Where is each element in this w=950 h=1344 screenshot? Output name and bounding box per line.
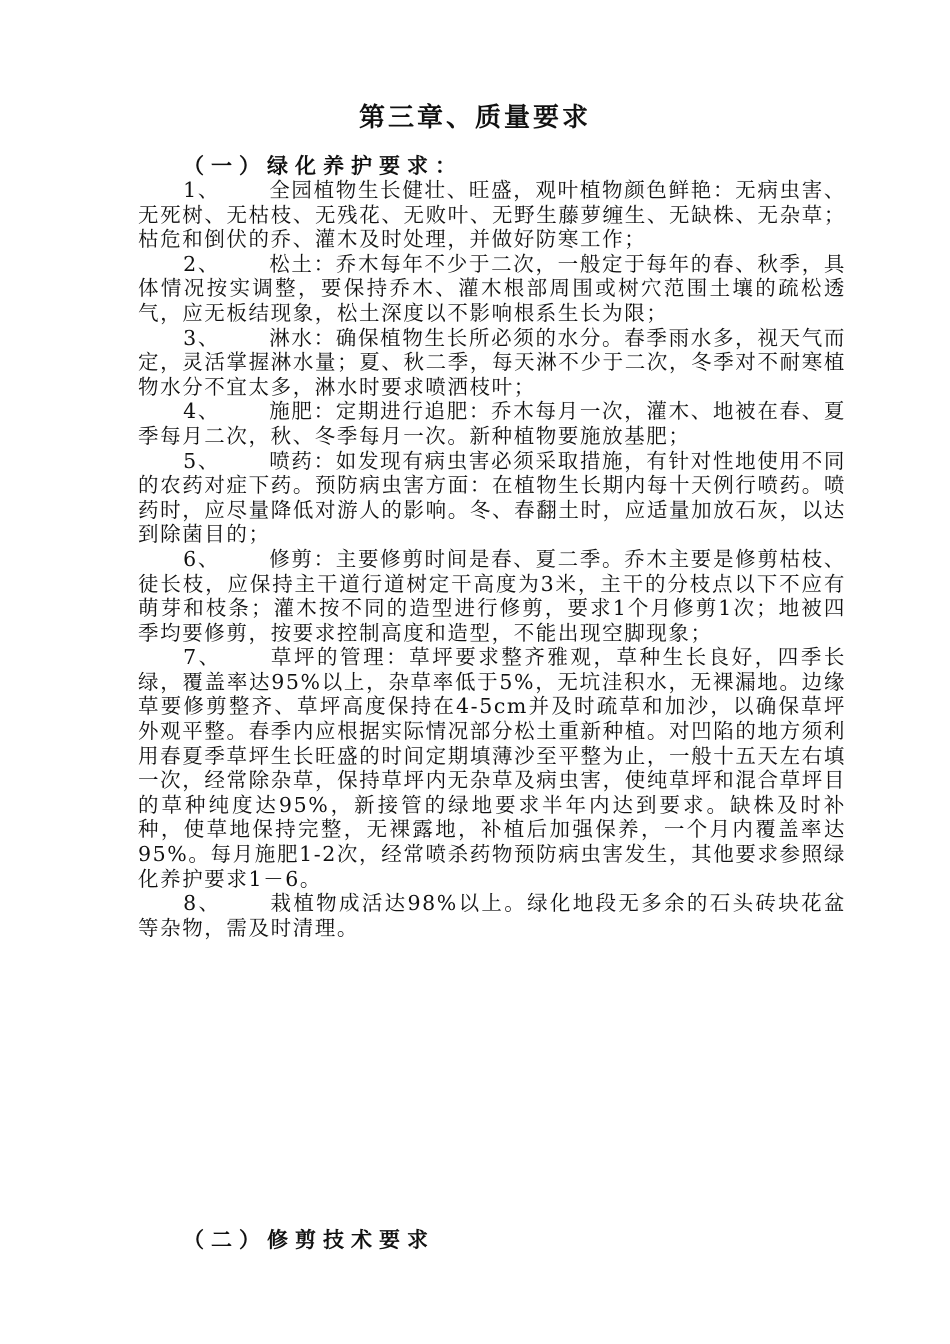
- paragraph-3: [138, 326, 846, 400]
- body-text: [138, 178, 846, 940]
- paragraph-text: 淋水：确保植物生长所必须的水分。春季雨水多，视天气而定，灵活掌握淋水量；夏、秋二季，每天淋不少于二次，冬季对不耐寒植物水分不宜太多，淋水时要求喷洒枝叶；: [138, 325, 846, 399]
- paragraph-number: 6、: [183, 546, 221, 571]
- paragraph-7: [138, 645, 846, 891]
- chapter-title: 第三章、质量要求: [358, 103, 591, 133]
- paragraph-text: 施肥：定期进行追肥：乔木每月一次，灌木、地被在春、夏季每月二次，秋、冬季每月一次。新种植物要施放基肥；: [138, 399, 846, 448]
- paragraph-6: [138, 547, 846, 645]
- paragraph-text: 修剪：主要修剪时间是春、夏二季。乔木主要是修剪枯枝、徒长枝，应保持主干道行道树定干高度为3米，主干的分枝点以下不应有萌芽和枝条；灌木按不同的造型进行修剪，要求1个月修剪1次；地被四季均要修剪，按要求控制高度和造型，不能出现空脚现象；: [138, 546, 846, 645]
- paragraph-1: [138, 178, 846, 252]
- paragraph-text: 松土：乔木每年不少于二次，一般定于每年的春、秋季，具体情况按实调整，要保持乔木、灌木根部周围或树穴范围土壤的疏松透气，应无板结现象，松土深度以不影响根系生长为限；: [138, 251, 846, 325]
- paragraph-text: 喷药：如发现有病虫害必须采取措施，有针对性地使用不同的农药对症下药。预防病虫害方面：在植物生长期内每十天例行喷药。喷药时，应尽量降低对游人的影响。冬、春翻土时，应适量加放石灰，以达到除菌目的；: [138, 448, 846, 547]
- paragraph-number: 8、: [183, 891, 222, 916]
- paragraph-5: [138, 449, 846, 547]
- section-heading-pruning-technique: （二）修剪技术要求: [183, 1228, 435, 1252]
- paragraph-text: 全园植物生长健壮、旺盛，观叶植物颜色鲜艳：无病虫害、无死树、无枯枝、无残花、无败叶、无野生藤萝缠生、无缺株、无杂草；枯危和倒伏的乔、灌木及时处理，并做好防寒工作；: [138, 178, 846, 252]
- paragraph-number: 5、: [183, 448, 221, 473]
- paragraph-number: 7、: [183, 645, 222, 670]
- paragraph-2: [138, 252, 846, 326]
- paragraph-number: 1、: [183, 178, 221, 202]
- section-heading-greening-maintenance: （一）绿化养护要求：: [183, 154, 463, 178]
- paragraph-number: 2、: [183, 251, 221, 276]
- paragraph-number: 3、: [183, 325, 221, 350]
- paragraph-number: 4、: [183, 399, 221, 424]
- paragraph-text: 草坪的管理：草坪要求整齐雅观，草种生长良好，四季长绿，覆盖率达95%以上，杂草率低于5%，无坑洼积水，无裸漏地。边缘草要修剪整齐、草坪高度保持在4-5cm并及时疏草和加沙，以确保草坪外观平整。春季内应根据实际情况部分松土重新种植。对凹陷的地方须利用春夏季草坪生长旺盛的时间定期填薄沙至平整为止，一般十五天左右填一次，经常除杂草，保持草坪内无杂草及病虫害，使纯草坪和混合草坪目的草种纯度达95%，新接管的绿地要求半年内达到要求。缺株及时补种，使草地保持完整，无裸露地，补植后加强保养，一个月内覆盖率达95%。每月施肥1-2次，经常喷杀药物预防病虫害发生，其他要求参照绿化养护要求1－6。: [138, 645, 846, 891]
- paragraph-4: [138, 399, 846, 448]
- paragraph-text: 栽植物成活达98%以上。绿化地段无多余的石头砖块花盆等杂物，需及时清理。: [138, 891, 846, 940]
- paragraph-8: [138, 891, 846, 940]
